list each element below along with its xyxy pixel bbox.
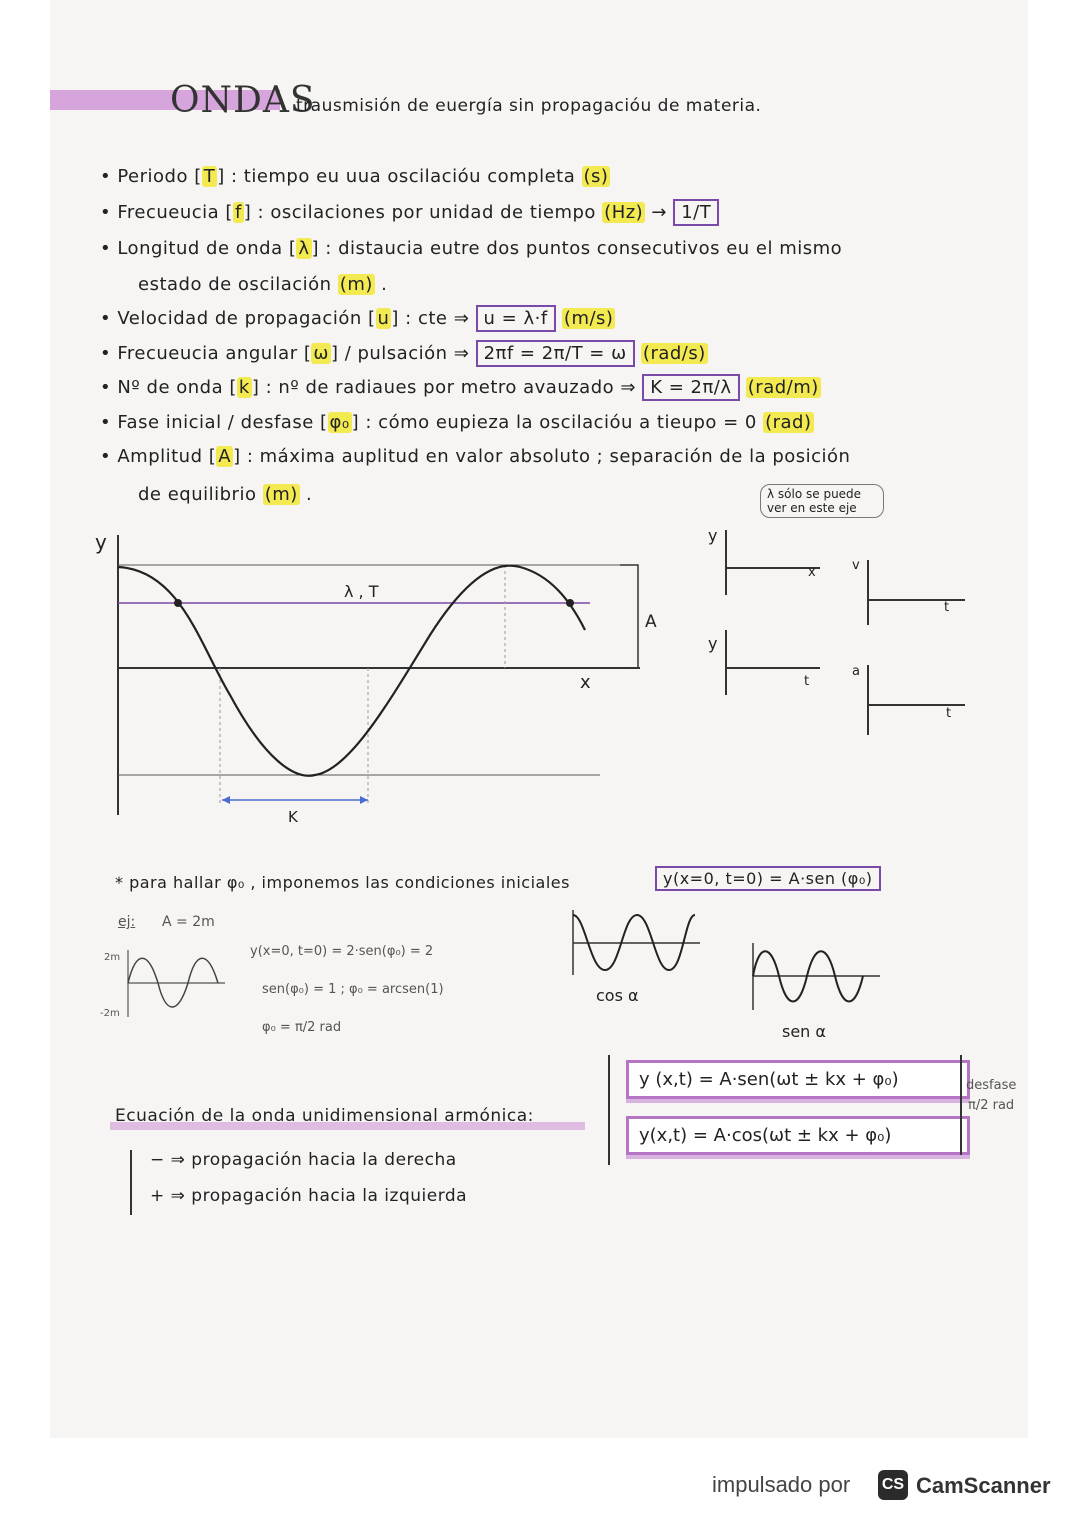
main-graph-y-label: y bbox=[95, 530, 107, 554]
definition-periodo: • Periodo [ T ] : tiempo eu uua oscilacióu completa (s) bbox=[100, 166, 609, 187]
example-axis-top: 2m bbox=[104, 952, 121, 963]
desfase-value: π/2 rad bbox=[968, 1098, 1015, 1113]
main-graph-amp-label: A bbox=[645, 612, 657, 632]
definition-amplitud: • Amplitud [ A ] : máxima auplitud en valor absoluto ; separación de la posición bbox=[100, 446, 851, 467]
right-brace bbox=[960, 1055, 962, 1155]
definition-velocidad: • Velocidad de propagación [ u ] : cte ⇒ u = λ·f (m/s) bbox=[100, 308, 615, 329]
initial-conditions-text: * para hallar φ₀ , imponemos las condiciones iniciales bbox=[115, 873, 570, 892]
wave-equation-title: Ecuación de la onda unidimensional armónica: bbox=[115, 1106, 534, 1126]
small-graph-label-v: v bbox=[852, 558, 860, 573]
left-brace bbox=[608, 1055, 610, 1165]
definition-numero-onda: • Nº de onda [ k ] : nº de radiaues por metro avauzado ⇒ K = 2π/λ (rad/m) bbox=[100, 377, 821, 398]
definition-frecuencia-angular: • Frecueucia angular [ ω ] / pulsación ⇒ 2πf = 2π/T = ω (rad/s) bbox=[100, 343, 708, 364]
page-subtitle: trausmisión de euergía sin propagacióu de materia. bbox=[296, 96, 762, 116]
equation-sen: y (x,t) = A·sen(ωt ± kx + φ₀) bbox=[626, 1060, 970, 1099]
main-graph-lambda-t: λ , T bbox=[344, 582, 379, 601]
page-title: ONDAS bbox=[170, 80, 316, 121]
small-graph-label-t3: t bbox=[946, 706, 952, 721]
definition-fase: • Fase inicial / desfase [ φ₀ ] : cómo eupieza la oscilacióu a tieupo = 0 (rad) bbox=[100, 412, 812, 433]
definition-longitud-cont: estado de oscilación (m) . bbox=[138, 274, 388, 295]
cos-sketch bbox=[565, 905, 705, 985]
main-wave-graph bbox=[90, 525, 680, 825]
definition-amplitud-cont: de equilibrio (m) . bbox=[138, 484, 313, 505]
minus-sign-rule: − ⇒ propagación hacia la derecha bbox=[150, 1150, 457, 1170]
small-graph-label-t1: t bbox=[944, 600, 950, 615]
small-graph-label-a: a bbox=[852, 664, 860, 679]
example-line-2: sen(φ₀) = 1 ; φ₀ = arcsen(1) bbox=[262, 982, 444, 997]
powered-by-text: impulsado por bbox=[712, 1472, 851, 1497]
small-graph-label-x: x bbox=[808, 565, 816, 580]
small-graph-label-y2: y bbox=[708, 634, 718, 653]
initial-conditions-formula: y(x=0, t=0) = A·sen (φ₀) bbox=[655, 866, 881, 891]
camscanner-logo-icon: CS bbox=[878, 1470, 908, 1500]
lambda-note: λ sólo se puede ver en este eje bbox=[760, 484, 884, 518]
camscanner-brand: CamScanner bbox=[916, 1473, 1051, 1498]
cos-label: cos α bbox=[596, 986, 639, 1005]
main-graph-x-label: x bbox=[580, 672, 591, 693]
sign-brace bbox=[130, 1150, 132, 1215]
definition-longitud: • Longitud de onda [ λ ] : distaucia eutre dos puntos consecutivos eu el mismo bbox=[100, 238, 843, 259]
small-graph-label-y1: y bbox=[708, 526, 718, 545]
example-amplitude: A = 2m bbox=[162, 914, 215, 930]
example-line-1: y(x=0, t=0) = 2·sen(φ₀) = 2 bbox=[250, 944, 434, 959]
small-graph-label-t2: t bbox=[804, 674, 810, 689]
equation-cos: y(x,t) = A·cos(ωt ± kx + φ₀) bbox=[626, 1116, 970, 1155]
example-label: ej: bbox=[118, 914, 136, 930]
plus-sign-rule: + ⇒ propagación hacia la izquierda bbox=[150, 1186, 468, 1206]
example-axis-bottom: -2m bbox=[100, 1008, 120, 1019]
desfase-label: desfase bbox=[966, 1078, 1017, 1093]
definition-frecuencia: • Frecueucia [ f ] : oscilaciones por unidad de tiempo (Hz) → 1/T bbox=[100, 202, 719, 223]
example-line-3: φ₀ = π/2 rad bbox=[262, 1020, 342, 1035]
sen-label: sen α bbox=[782, 1022, 826, 1041]
main-graph-k-label: K bbox=[288, 808, 298, 826]
sen-sketch bbox=[745, 938, 885, 1018]
